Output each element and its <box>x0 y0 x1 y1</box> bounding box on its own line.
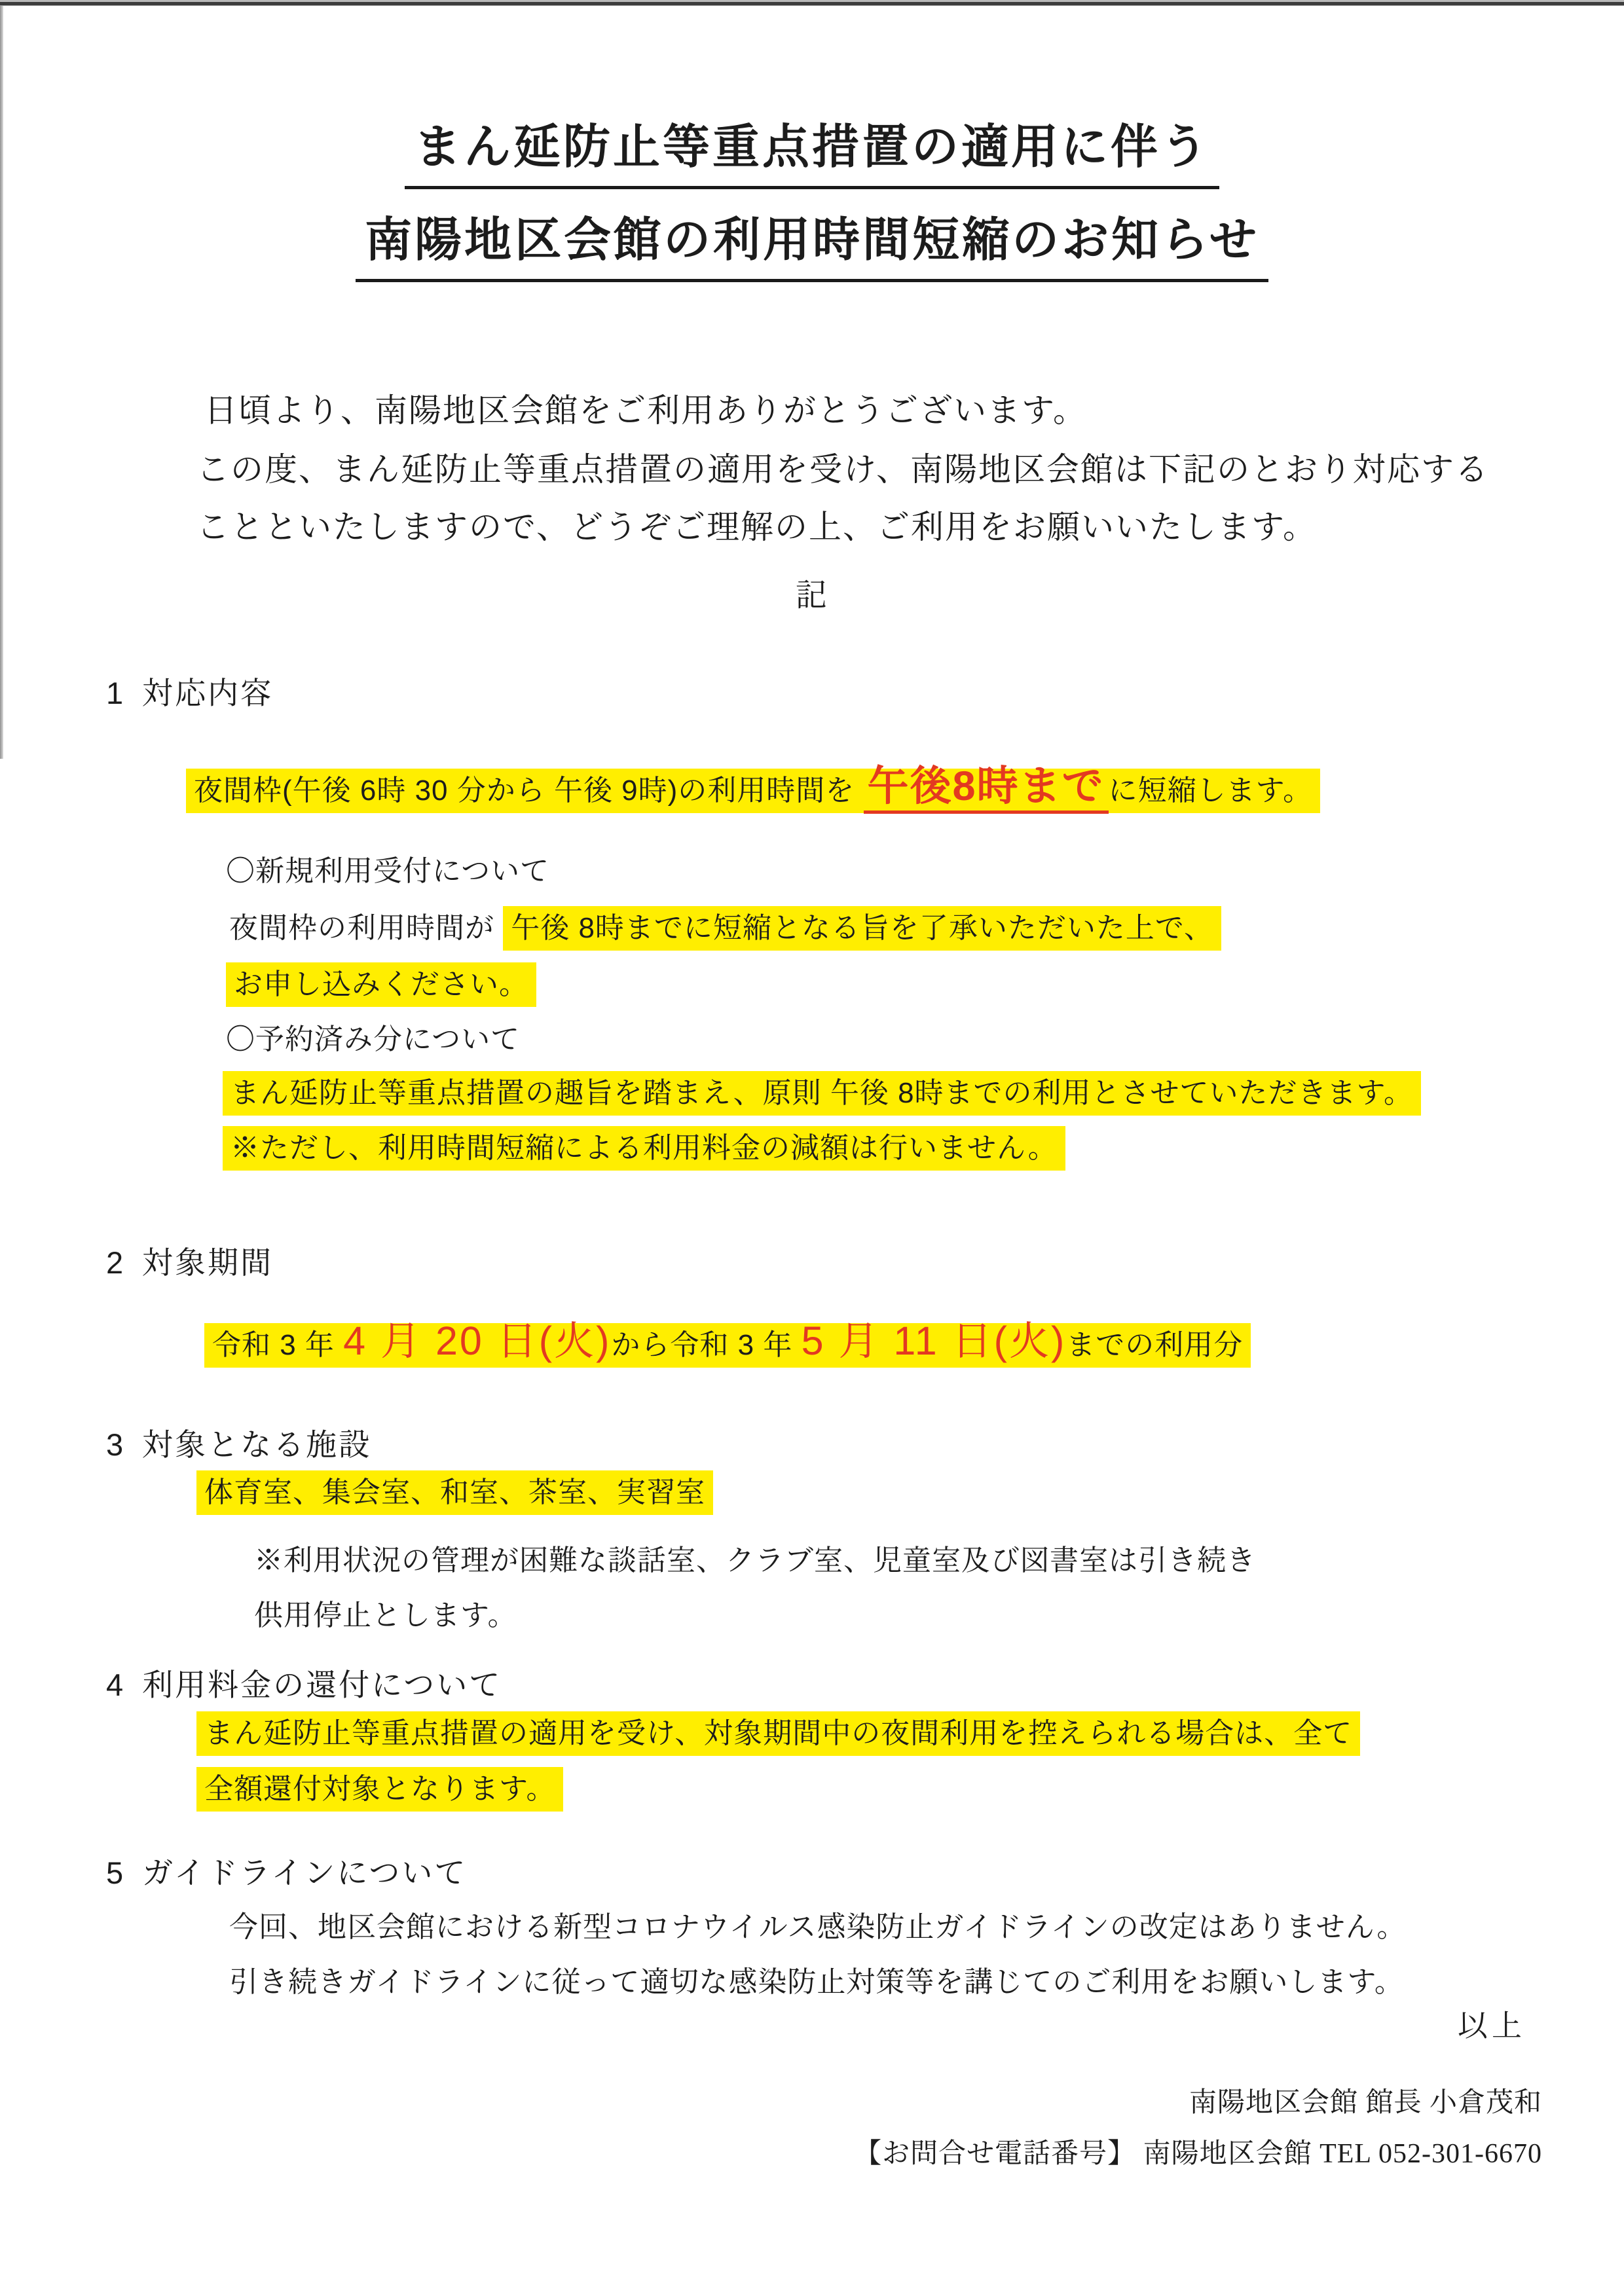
section1-sub1-highlight: 午後 8時までに短縮となる旨を了承いただいた上で、 <box>503 906 1221 951</box>
section3-facilities-highlight: 体育室、集会室、和室、茶室、実習室 <box>196 1470 713 1515</box>
section1-highlight-pre: 夜間枠(午後 6時 30 分から 午後 9時)の利用時間を <box>194 774 864 807</box>
section1-sub2-title: 〇予約済み分について <box>226 1023 521 1055</box>
section4-highlight1: まん延防止等重点措置の適用を受け、対象期間中の夜間利用を控えられる場合は、全て <box>196 1711 1360 1756</box>
section1-highlight-post: に短縮します。 <box>1108 774 1313 807</box>
section5-line1: 今回、地区会館における新型コロナウイルス感染防止ガイドラインの改定はありません。 <box>229 1911 1407 1943</box>
section2-period-box <box>204 1319 1251 1368</box>
section3-heading-text: 対象となる施設 <box>142 1427 372 1462</box>
section2-period-line <box>204 1316 1251 1366</box>
title-line-2-text: 南陽地区会館の利用時間短縮のお知らせ <box>356 211 1268 282</box>
intro-line-1: 日頃より、南陽地区会館をご利用ありがとうございます。 <box>204 392 1087 429</box>
period-black-1: 令和 3 年 <box>212 1329 344 1361</box>
intro-line-3: ことといたしますので、どうぞご理解の上、ご利用をお願いいたします。 <box>196 509 1317 545</box>
section4-heading-text: 利用料金の還付について <box>142 1667 502 1702</box>
section1-sub1-plain: 夜間枠の利用時間が <box>229 912 504 944</box>
closing-ijou: 以上 <box>1458 2009 1526 2043</box>
section1-sub2-highlight2: ※ただし、利用時間短縮による利用料金の減額は行いません。 <box>223 1126 1065 1171</box>
section4-line1 <box>196 1715 1360 1751</box>
section3-heading <box>106 1426 371 1465</box>
section1-sub1-line1 <box>229 910 1221 946</box>
section4-number: 4 <box>106 1667 126 1702</box>
section3-note-line1: ※利用状況の管理が困難な談話室、クラブ室、児童室及び図書室は引き続き <box>254 1544 1256 1576</box>
section1-sub2-highlight1: まん延防止等重点措置の趣旨を踏まえ、原則 午後 8時までの利用とさせていただきます。 <box>223 1071 1421 1116</box>
section1-sub1-highlight2: お申し込みください。 <box>226 962 536 1007</box>
section1-heading-text: 対応内容 <box>142 676 274 710</box>
section4-highlight2: 全額還付対象となります。 <box>196 1767 563 1812</box>
footer-contact-line: 【お問合せ電話番号】 南陽地区会館 TEL 052-301-6670 <box>854 2139 1542 2169</box>
section3-facilities-line <box>196 1474 713 1510</box>
section1-sub1-line2 <box>226 966 536 1002</box>
section3-number: 3 <box>106 1427 126 1462</box>
period-black-3: までの利用分 <box>1066 1329 1244 1361</box>
title-line-2 <box>0 211 1624 282</box>
section5-number: 5 <box>106 1855 126 1890</box>
section5-line2: 引き続きガイドラインに従って適切な感染防止対策等を講じてのご利用をお願いします。 <box>229 1966 1404 1998</box>
section1-number: 1 <box>106 676 126 710</box>
scan-edge-top <box>0 0 1624 6</box>
period-red-2: 5 月 11 日(火) <box>801 1319 1067 1363</box>
section2-heading-text: 対象期間 <box>142 1245 274 1280</box>
period-black-2: から令和 3 年 <box>611 1329 802 1361</box>
section1-highlight-line <box>186 761 1320 812</box>
footer-director-line: 南陽地区会館 館長 小倉茂和 <box>1189 2088 1542 2118</box>
section4-heading <box>106 1666 502 1705</box>
section1-sub2-line2 <box>223 1130 1065 1166</box>
intro-line-2: この度、まん延防止等重点措置の適用を受け、南陽地区会館は下記のとおり対応する <box>196 451 1489 488</box>
section3-note-line2: 供用停止とします。 <box>254 1599 517 1631</box>
section1-highlight-red: 午後8時まで <box>864 763 1109 814</box>
section5-heading-text: ガイドラインについて <box>142 1855 468 1890</box>
section2-number: 2 <box>106 1245 126 1280</box>
section1-heading <box>106 674 273 713</box>
section1-highlight-box <box>186 763 1320 813</box>
section5-heading <box>106 1854 467 1893</box>
period-red-1: 4 月 20 日(火) <box>343 1319 612 1363</box>
title-line-1-text: まん延防止等重点措置の適用に伴う <box>405 118 1219 189</box>
title-line-1 <box>0 118 1624 189</box>
record-marker: 記 <box>795 578 828 613</box>
section1-sub1-title: 〇新規利用受付について <box>226 855 550 887</box>
section1-sub2-line1 <box>223 1075 1421 1111</box>
section4-line2 <box>196 1771 563 1807</box>
section2-heading <box>106 1244 273 1283</box>
